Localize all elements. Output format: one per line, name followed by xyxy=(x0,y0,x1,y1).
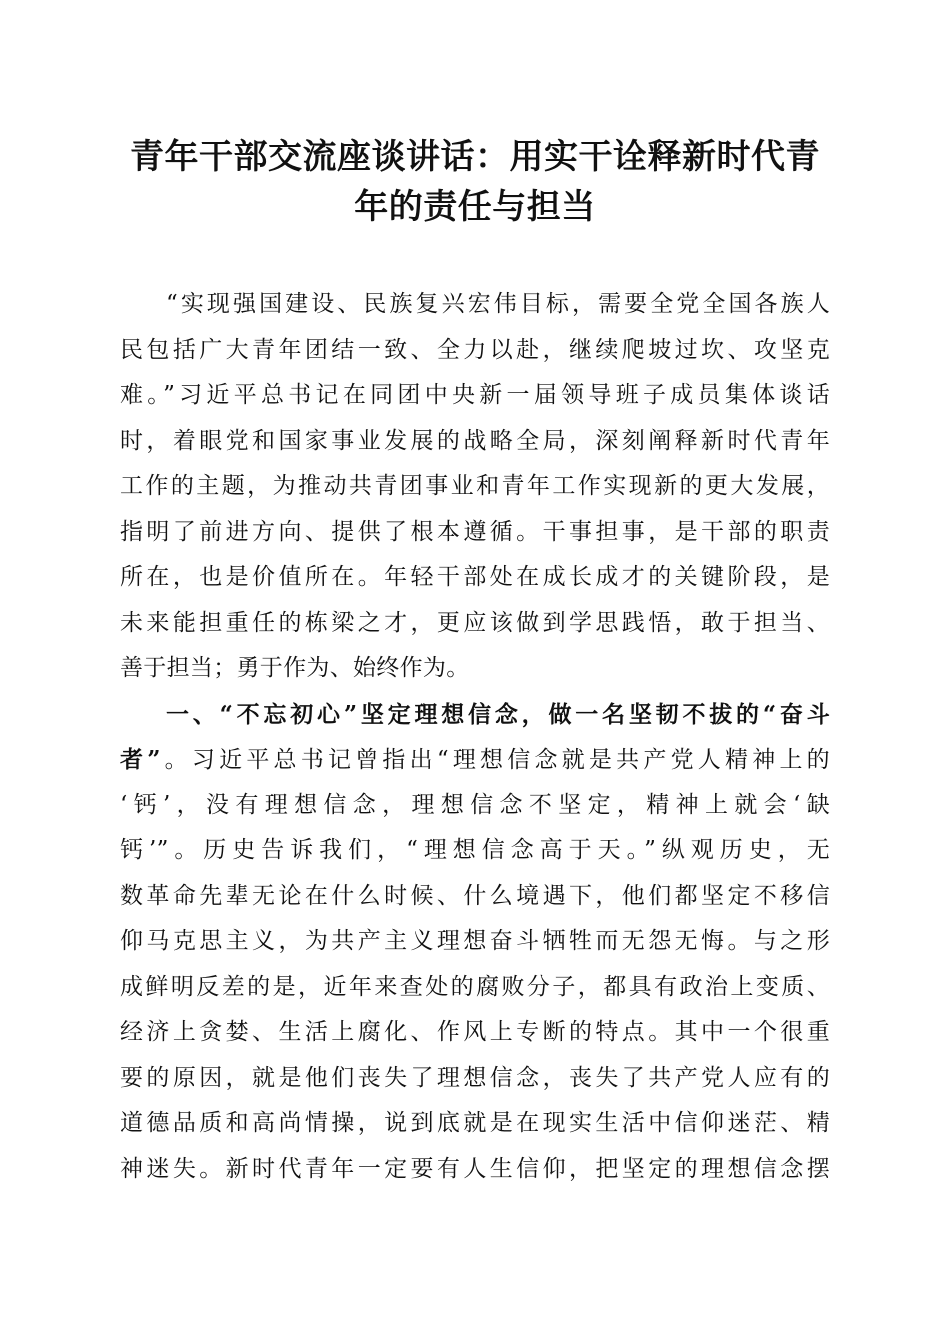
section-1 xyxy=(120,692,830,1193)
paragraph-1 xyxy=(120,282,830,692)
paragraph-line: 数革命先辈无论在什么时候、什么境遇下，他们都坚定不移信 xyxy=(120,882,830,909)
title-line-2: 年的责任与担当 xyxy=(354,187,596,227)
title-line-1: 青年干部交流座谈讲话：用实干诠释新时代青 xyxy=(130,137,820,177)
paragraph-line: 所在，也是价值所在。年轻干部处在成长成才的关键阶段，是 xyxy=(120,564,830,590)
paragraph-line: 工作的主题，为推动共青团事业和青年工作实现新的更大发展， xyxy=(120,473,830,499)
paragraph-line: ‘钙’，没有理想信念，理想信念不坚定，精神上就会‘缺 xyxy=(120,791,830,818)
paragraph-line: “实现强国建设、民族复兴宏伟目标，需要全党全国各族人 xyxy=(166,291,830,317)
paragraph-line: 未来能担重任的栋梁之才，更应该做到学思践悟，敢于担当、 xyxy=(120,609,830,636)
section-line-rest: 。习近平总书记曾指出“理想信念就是共产党人精神上的 xyxy=(160,747,830,773)
document-title xyxy=(110,132,840,232)
paragraph-line: 钙’”。历史告诉我们，“理想信念高于天。”纵观历史，无 xyxy=(120,837,830,863)
paragraph-line: 经济上贪婪、生活上腐化、作风上专断的特点。其中一个很重 xyxy=(120,1019,830,1045)
paragraph-line: 要的原因，就是他们丧失了理想信念，丧失了共产党人应有的 xyxy=(120,1064,830,1091)
paragraph-line: 时，着眼党和国家事业发展的战略全局，深刻阐释新时代青年 xyxy=(120,427,830,454)
paragraph-line: 善于担当；勇于作为、始终作为。 xyxy=(120,655,470,681)
section-heading: 一、“不忘初心”坚定理想信念，做一名坚韧不拔的“奋斗 xyxy=(166,700,830,728)
paragraph-line: 民包括广大青年团结一致、全力以赴，继续爬坡过坎、攻坚克 xyxy=(120,336,830,363)
paragraph-line: 难。”习近平总书记在同团中央新一届领导班子成员集体谈话 xyxy=(120,382,830,408)
paragraph-line: 成鲜明反差的是，近年来查处的腐败分子，都具有政治上变质、 xyxy=(120,973,830,1000)
paragraph-line: 指明了前进方向、提供了根本遵循。干事担事，是干部的职责 xyxy=(120,518,830,545)
paragraph-line: 道德品质和高尚情操，说到底就是在现实生活中信仰迷茫、精 xyxy=(120,1110,830,1136)
document-body xyxy=(120,282,830,1192)
paragraph-line: 神迷失。新时代青年一定要有人生信仰，把坚定的理想信念摆 xyxy=(120,1155,830,1182)
paragraph-line: 仰马克思主义，为共产主义理想奋斗牺牲而无怨无悔。与之形 xyxy=(120,928,830,954)
section-heading-end: 者” xyxy=(120,746,161,773)
section-heading-continuation xyxy=(120,737,830,783)
